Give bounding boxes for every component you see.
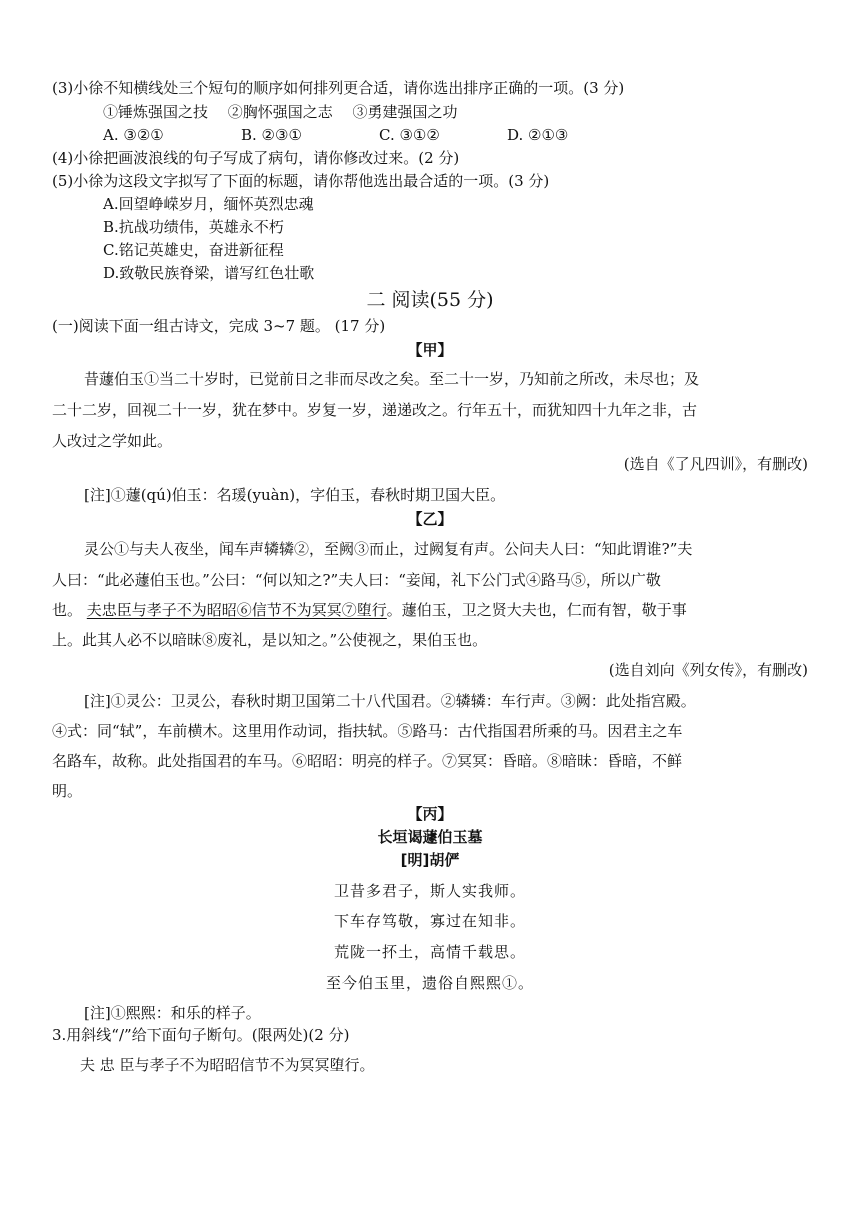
passage-yi-line-3 bbox=[52, 599, 687, 621]
q3-option-b: B. ②③① bbox=[241, 126, 302, 144]
passage-yi-label: 【乙】 bbox=[407, 510, 453, 528]
poem-line-3: 荒陇一抔土，高情千载思。 bbox=[333, 943, 526, 961]
passage-jia-note: [注]①蘧(qú)伯玉：名瑗(yuàn)，字伯玉，春秋时期卫国大臣。 bbox=[84, 486, 506, 504]
q3-stem: (3)小徐不知横线处三个短句的顺序如何排列更合适，请你选出排序正确的一项。(3 分) bbox=[52, 79, 625, 97]
passage-yi-line-3-pre: 也。 bbox=[52, 601, 87, 619]
q3-option-a: A. ③②① bbox=[103, 126, 164, 144]
passage-jia-line-3: 人改过之学如此。 bbox=[52, 432, 173, 450]
poem-line-1: 卫昔多君子，斯人实我师。 bbox=[333, 882, 526, 900]
q5-option-d: D.致敬民族脊梁，谱写红色壮歌 bbox=[103, 264, 315, 282]
passage-jia-line-1: 昔蘧伯玉①当二十岁时，已觉前日之非而尽改之矣。至二十一岁，乃知前之所改，未尽也；及 bbox=[84, 370, 700, 388]
underlined-sentence: 夫忠臣与孝子不为昭昭⑥信节不为冥冥⑦堕行 bbox=[86, 601, 387, 619]
q3-option-c: C. ③①② bbox=[379, 126, 440, 144]
q3-option-d: D. ②①③ bbox=[507, 126, 569, 144]
passage-yi-note-2: ④式：同“轼”，车前横木。这里用作动词，指扶轼。⑤路马：古代指国君所乘的马。因君主之车 bbox=[52, 722, 683, 740]
passage-yi-line-4: 上。此其人必不以暗昧⑧废礼，是以知之。”公使视之，果伯玉也。 bbox=[52, 631, 488, 649]
passage-yi-note-3: 名路车，故称。此处指国君的车马。⑥昭昭：明亮的样子。⑦冥冥：昏暗。⑧暗昧：昏暗，不鲜 bbox=[52, 752, 683, 770]
poem-line-2: 下车存笃敬，寡过在知非。 bbox=[333, 912, 526, 930]
break-question-stem: 3.用斜线“/”给下面句子断句。(限两处)(2 分) bbox=[52, 1026, 350, 1044]
passage-yi-line-3-post: 。蘧伯玉，卫之贤大夫也，仁而有智，敬于事 bbox=[386, 601, 687, 619]
passage-jia-line-2: 二十二岁，回视二十一岁，犹在梦中。岁复一岁，递递改之。行年五十，而犹知四十九年之非，古 bbox=[52, 401, 698, 419]
passage-yi-note-1: [注]①灵公：卫灵公，春秋时期卫国第二十八代国君。②辚辚：车行声。③阙：此处指宫殿。 bbox=[84, 692, 696, 710]
group-intro: (一)阅读下面一组古诗文，完成 3~7 题。 (17 分) bbox=[52, 317, 386, 335]
poem-line-4: 至今伯玉里，遗俗自熙熙①。 bbox=[325, 974, 534, 992]
q5-option-b: B.抗战功绩伟，英雄永不朽 bbox=[103, 218, 284, 236]
poem-note: [注]①熙熙：和乐的样子。 bbox=[84, 1004, 261, 1022]
q5-stem: (5)小徐为这段文字拟写了下面的标题，请你帮他选出最合适的一项。(3 分) bbox=[52, 172, 550, 190]
poem-title: 长垣谒蘧伯玉墓 bbox=[377, 828, 483, 846]
break-question-sentence: 夫 忠 臣与孝子不为昭昭信节不为冥冥堕行。 bbox=[80, 1056, 375, 1074]
q3-phrases: ①锤炼强国之技 ②胸怀强国之志 ③勇建强国之功 bbox=[103, 103, 458, 121]
poem-author: [明]胡俨 bbox=[400, 851, 460, 869]
passage-jia-source: (选自《了凡四训》，有删改) bbox=[623, 455, 808, 473]
q5-option-c: C.铭记英雄史，奋进新征程 bbox=[103, 241, 284, 259]
passage-yi-note-4: 明。 bbox=[52, 782, 83, 800]
section-title: 二 阅读(55 分) bbox=[366, 289, 494, 311]
q5-option-a: A.回望峥嵘岁月，缅怀英烈忠魂 bbox=[103, 195, 314, 213]
passage-yi-source: (选自刘向《列女传》，有删改) bbox=[608, 661, 808, 679]
passage-bing-label: 【丙】 bbox=[407, 805, 453, 823]
q4-stem: (4)小徐把画波浪线的句子写成了病句，请你修改过来。(2 分) bbox=[52, 149, 460, 167]
passage-yi-line-1: 灵公①与夫人夜坐，闻车声辚辚②，至阙③而止，过阙复有声。公问夫人曰：“知此谓谁?”夫 bbox=[84, 540, 693, 558]
q3-options bbox=[103, 124, 568, 146]
passage-yi-line-2: 人曰：“此必蘧伯玉也。”公曰：“何以知之?”夫人曰：“妾闻，礼下公门式④路马⑤，所以广敬 bbox=[52, 571, 661, 589]
passage-jia-label: 【甲】 bbox=[407, 341, 453, 359]
